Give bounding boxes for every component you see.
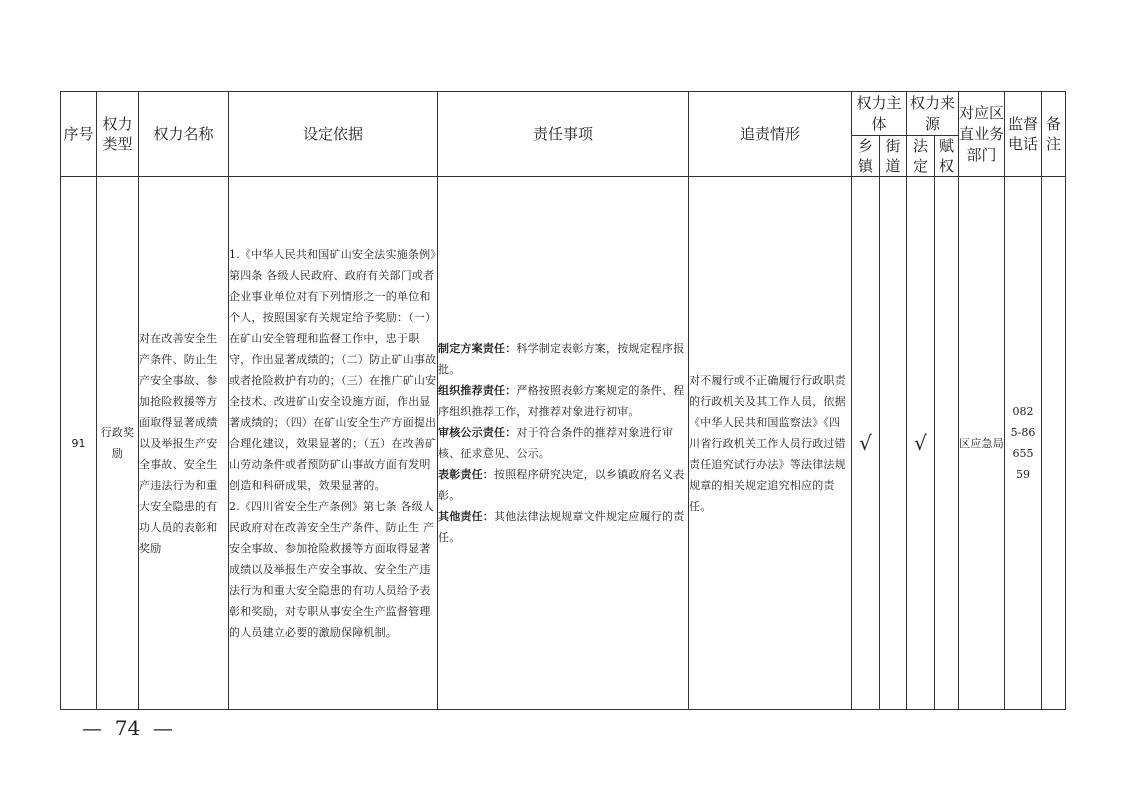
header-name-label: 权力名称 (153, 124, 214, 143)
responsibility-item-2 (438, 380, 688, 422)
header-department (959, 92, 1005, 177)
power-list-table (60, 91, 1066, 710)
header-phone (1005, 92, 1042, 177)
responsibility-item-1 (438, 338, 688, 380)
header-remarks-label: 备注 (1046, 115, 1062, 153)
responsibility-text-1: 科学制定表彰方案，按规定程序报批。 (438, 342, 685, 376)
header-seq-label: 序号 (63, 125, 94, 143)
header-subject-town-label: 乡镇 (857, 137, 873, 175)
row-accountability: 对不履行或不正确履行行政职责的行政机关及其工作人员，依据《中华人民共和国监察法》《四川省行政机关工作人员行政过错责任追究试行办法》等法律法规规章的相关规定追究相应的责任。 (689, 177, 852, 710)
header-name (139, 92, 229, 177)
header-seq (61, 92, 97, 177)
header-source-granted (935, 136, 959, 177)
header-subject-street-label: 街道 (885, 137, 901, 175)
page-footer: — 74 — (82, 716, 173, 740)
row-seq: 91 (61, 177, 97, 710)
row-name: 对在改善安全生产条件、防止生产安全事故、参加抢险救援等方面取得显著成绩以及举报生产安全事故、安全生产违法行为和重大安全隐患的有功人员的表彰和奖励 (139, 177, 229, 710)
basis-item-2: 2.《四川省安全生产条例》第七条 各级人民政府对在改善安全生产条件、防止生 产安全事故、参加抢险救援等方面取得显著成绩以及举报生产安全事故、安全生产违法行为和重大安全隐患的有功人员给予表彰和奖励，对专职从事安全生产监督管理的人员建立必要的激励保障机制。 (229, 499, 435, 639)
responsibility-item-4 (438, 464, 688, 506)
header-subject-town (852, 136, 880, 177)
header-remarks (1042, 92, 1066, 177)
header-basis-label: 设定依据 (302, 124, 363, 143)
header-subject-street (880, 136, 907, 177)
header-basis (229, 92, 438, 177)
header-source-legal-label: 法定 (913, 137, 929, 175)
row-subject-street-check (880, 177, 907, 710)
row-type: 行政奖励 (97, 177, 139, 710)
responsibility-text-2: 严格按照表彰方案规定的条件、程序组织推荐工作，对推荐对象进行初审。 (438, 384, 685, 418)
responsibility-text-5: 其他法律法规规章文件规定应履行的责任。 (438, 510, 685, 544)
header-type-label: 权力类型 (102, 115, 133, 153)
responsibility-label-2: 组织推荐责任： (438, 384, 517, 397)
header-responsibility (438, 92, 689, 177)
header-source-legal (907, 136, 935, 177)
page-number: 74 (114, 716, 141, 740)
table-row (61, 177, 1066, 710)
responsibility-label-4: 表彰责任： (438, 468, 494, 481)
basis-item-1: 1.《中华人民共和国矿山安全法实施条例》第四条 各级人民政府、政府有关部门或者企业事业单位对有下列情形之一的单位和个人，按照国家有关规定给予奖励：（一）在矿山安全管理和监督工作中，忠于职守，作出显著成绩的；（二）防止矿山事故或者抢险救护有功的；（三）在推广矿山安全技术、改进矿山安全设施方面，作出显著成绩的；（四）在矿山安全生产方面提出合理化建议，效果显著的；（五）在改善矿山劳动条件或者预防矿山事故方面有发明创造和科研成果，效果显著的。 (229, 247, 437, 492)
row-phone-number: 0825-8665559 (1010, 405, 1036, 481)
header-department-label: 对应区直业务部门 (959, 103, 1005, 164)
header-source-label: 权力来源 (910, 93, 956, 133)
header-subject-label: 权力主体 (856, 93, 902, 133)
header-accountability-label: 追责情形 (739, 124, 800, 143)
responsibility-item-5 (438, 506, 688, 548)
row-phone (1005, 177, 1042, 710)
row-source-granted-check (935, 177, 959, 710)
header-source-granted-label: 赋权 (939, 137, 955, 175)
header-accountability (689, 92, 852, 177)
header-type (97, 92, 139, 177)
row-remarks (1042, 177, 1066, 710)
row-basis (229, 177, 438, 710)
row-subject-town-check: √ (852, 177, 880, 710)
responsibility-text-4: 按照程序研究决定，以乡镇政府名义表彰。 (438, 468, 685, 502)
header-responsibility-label: 责任事项 (532, 124, 593, 143)
row-department: 区应急局 (959, 177, 1005, 710)
header-subject (852, 92, 907, 136)
responsibility-text-3: 对于符合条件的推荐对象进行审核、征求意见、公示。 (438, 426, 674, 460)
row-responsibility (438, 177, 689, 710)
responsibility-item-3 (438, 422, 688, 464)
responsibility-label-5: 其他责任： (438, 510, 494, 523)
header-source (907, 92, 959, 136)
responsibility-label-1: 制定方案责任： (438, 342, 517, 355)
header-phone-label: 监督电话 (1008, 115, 1039, 153)
row-source-legal-check: √ (907, 177, 935, 710)
responsibility-label-3: 审核公示责任： (438, 426, 517, 439)
